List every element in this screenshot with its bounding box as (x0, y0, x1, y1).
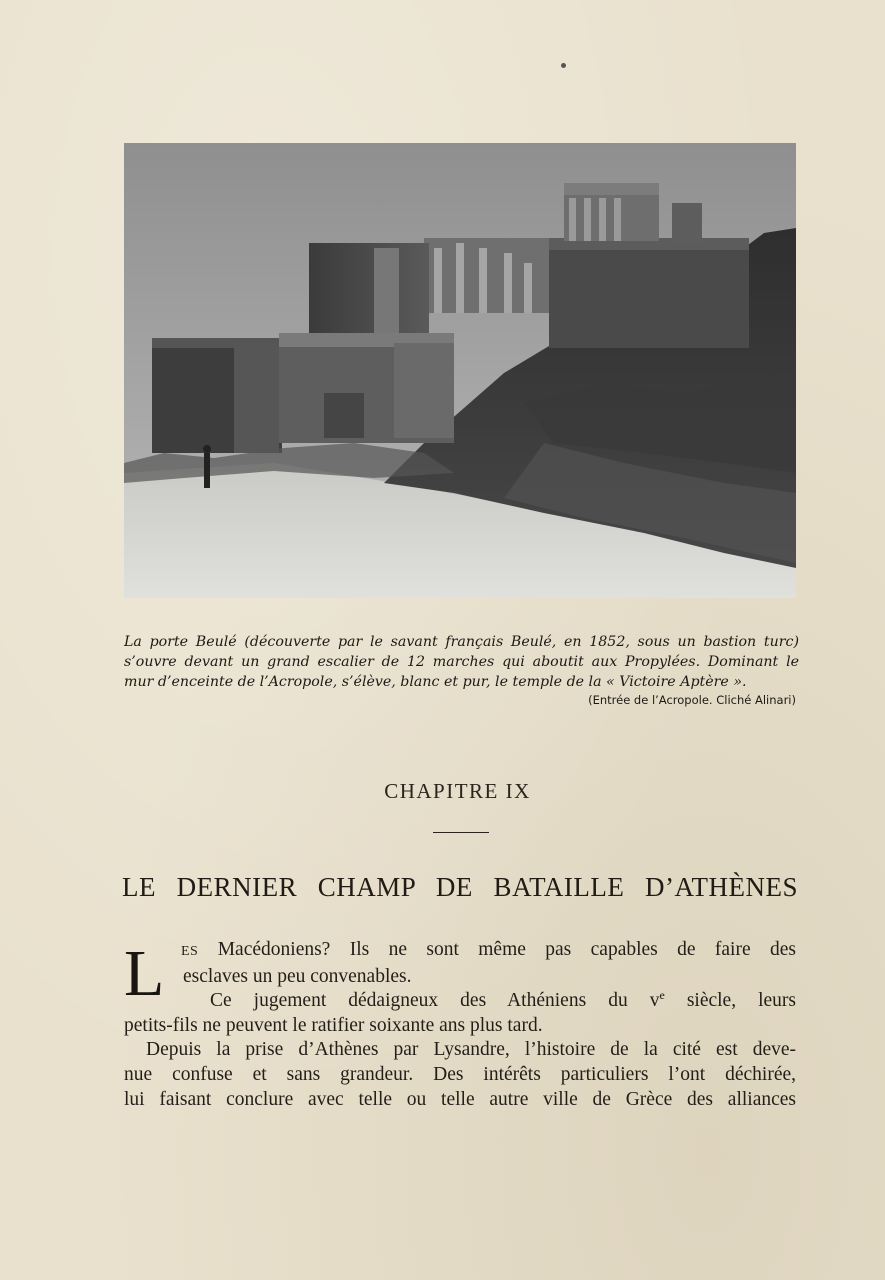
acropolis-photograph (124, 143, 796, 598)
body-line (124, 938, 796, 965)
chapter-number: CHAPITRE IX (384, 779, 531, 803)
figure-caption (124, 632, 799, 692)
body-line: lui faisant conclure avec telle ou telle autre ville de Grèce des alliances (124, 1088, 796, 1110)
body-line: Depuis la prise d’Athènes par Lysandre, l’histoire de la cité est deve- (146, 1039, 796, 1061)
superscript: e (659, 988, 665, 1003)
body-text-span: Macédoniens? Ils ne sont même pas capables de faire des (198, 939, 796, 960)
caption-line: mur d’enceinte de l’Acropole, s’élève, blanc et pur, le temple de la « Victoire Aptère ». (124, 674, 747, 690)
caption-line: La porte Beulé (découverte par le savant français Beulé, en 1852, sous un bastion turc) (124, 634, 799, 650)
caption-line: s’ouvre devant un grand escalier de 12 marches qui aboutit aux Propylées. Dominant le (124, 654, 799, 670)
body-text-span: Ce jugement dédaigneux des Athéniens du v (210, 990, 660, 1012)
body-line (124, 989, 796, 1014)
body-line: petits-fils ne peuvent le ratifier soixante ans plus tard. (124, 1014, 543, 1036)
chapter-body (124, 938, 796, 1112)
photo-credit: (Entrée de l’Acropole. Cliché Alinari) (588, 693, 796, 707)
chapter-title: LE DERNIER CHAMP DE BATAILLE D’ATHÈNES (122, 872, 798, 902)
body-line: nue confuse et sans grandeur. Des intérêts particuliers l’ont déchirée, (124, 1063, 796, 1085)
chapter-divider (433, 832, 489, 833)
small-caps-text: ES (181, 944, 199, 959)
body-text-span: siècle, leurs (664, 990, 797, 1012)
drop-cap: L (124, 937, 165, 1010)
body-line: esclaves un peu convenables. (183, 965, 412, 987)
paper-speck (561, 63, 566, 68)
